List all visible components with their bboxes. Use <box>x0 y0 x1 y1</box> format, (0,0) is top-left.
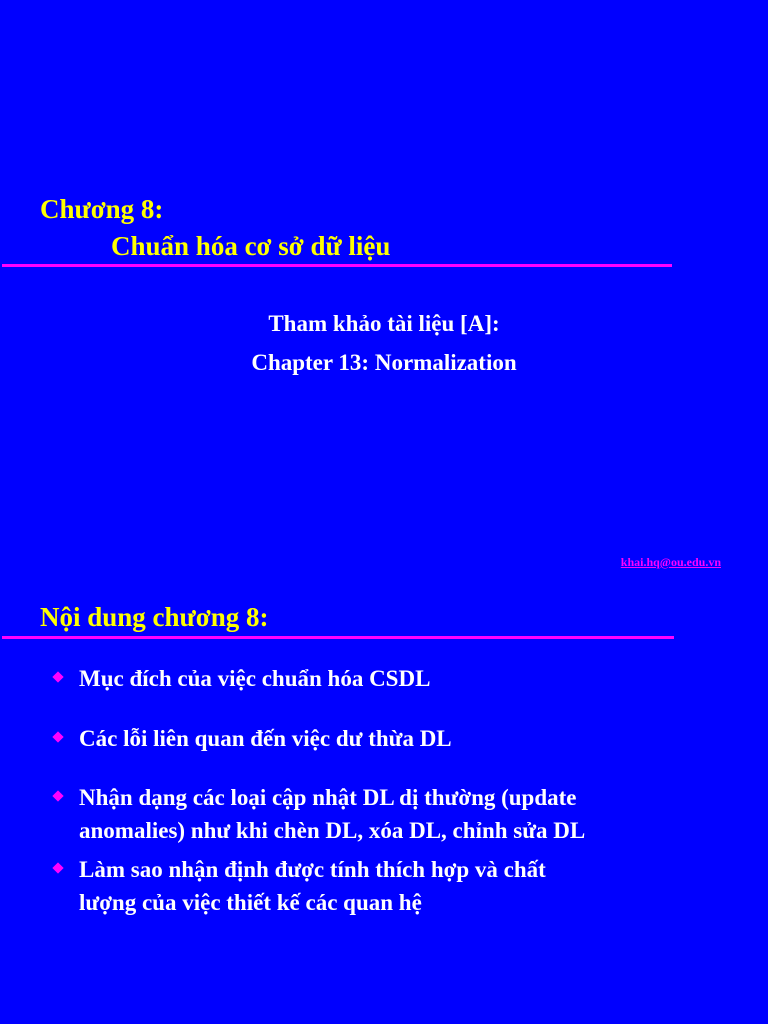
list-item-line: Làm sao nhận định được tính thích hợp và chất <box>79 857 546 882</box>
slide-2 <box>0 590 768 1024</box>
list-item-text <box>79 722 729 755</box>
list-item-text <box>79 853 729 919</box>
reference-line-1: Tham khảo tài liệu [A]: <box>268 311 500 336</box>
list-item-line: Nhận dạng các loại cập nhật DL dị thường (update <box>79 785 577 810</box>
diamond-bullet-icon <box>52 862 63 873</box>
list-item-line: lượng của việc thiết kế các quan hệ <box>79 890 422 915</box>
diamond-bullet-icon <box>52 671 63 682</box>
list-item-text <box>79 781 729 847</box>
chapter-name-title: Chuẩn hóa cơ sở dữ liệu <box>111 231 391 261</box>
list-item-line: anomalies) như khi chèn DL, xóa DL, chỉnh sửa DL <box>79 818 586 843</box>
author-email-link[interactable]: khai.hq@ou.edu.vn <box>620 555 721 569</box>
reference-line-2: Chapter 13: Normalization <box>251 350 517 375</box>
list-item-text <box>79 662 729 695</box>
title-divider <box>2 264 672 267</box>
contents-title: Nội dung chương 8: <box>40 602 269 632</box>
chapter-number-title: Chương 8: <box>40 194 164 224</box>
diamond-bullet-icon <box>52 731 63 742</box>
list-item-line: Các lỗi liên quan đến việc dư thừa DL <box>79 726 452 751</box>
diamond-bullet-icon <box>52 790 63 801</box>
contents-divider <box>2 636 674 639</box>
list-item-line: Mục đích của việc chuẩn hóa CSDL <box>79 666 431 691</box>
